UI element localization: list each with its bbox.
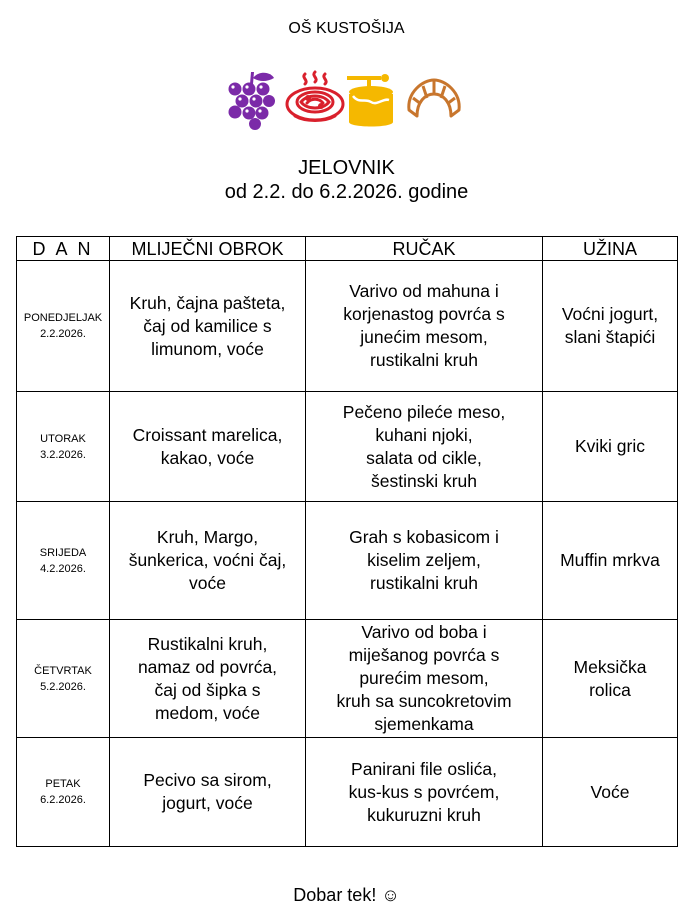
day-name: ČETVRTAK [34, 664, 92, 677]
croissant-icon [403, 70, 465, 130]
school-name: OŠ KUSTOŠIJA [288, 20, 405, 37]
day-date: 2.2.2026. [40, 328, 86, 340]
menu-title: JELOVNIK [298, 157, 395, 179]
breakfast-cell: Rustikalni kruh, namaz od povrća, čaj od šipka s medom, voće [110, 620, 306, 738]
snack-cell: Voće [543, 738, 678, 847]
day-date: 6.2.2026. [40, 794, 86, 806]
table-row [17, 261, 678, 392]
table-row [17, 502, 678, 620]
day-cell [17, 261, 110, 392]
food-icons [225, 70, 465, 130]
menu-period: od 2.2. do 6.2.2026. godine [224, 181, 469, 203]
snack-cell: Voćni jogurt, slani štapići [543, 261, 678, 392]
day-cell [17, 502, 110, 620]
table-row [17, 620, 678, 738]
day-name: UTORAK [40, 432, 86, 445]
spaghetti-bowl-icon [283, 70, 347, 130]
snack-cell: Muffin mrkva [543, 502, 678, 620]
breakfast-cell: Pecivo sa sirom, jogurt, voće [110, 738, 306, 847]
day-name: SRIJEDA [39, 546, 87, 559]
table-row [17, 392, 678, 502]
col-header-snack: UŽINA [543, 237, 678, 261]
honey-jar-icon [345, 70, 397, 130]
snack-cell: Meksička rolica [543, 620, 678, 738]
day-cell [17, 738, 110, 847]
lunch-cell: Varivo od boba i miješanog povrća s purećim mesom, kruh sa suncokretovim sjemenkama [306, 620, 543, 738]
day-date: 5.2.2026. [40, 680, 86, 693]
col-header-breakfast: MLIJEČNI OBROK [110, 237, 306, 261]
lunch-cell: Grah s kobasicom i kiselim zeljem, rustikalni kruh [306, 502, 543, 620]
col-header-lunch: RUČAK [306, 237, 543, 261]
day-name: PONEDJELJAK [23, 312, 103, 324]
breakfast-cell: Kruh, čajna pašteta, čaj od kamilice s limunom, voće [110, 261, 306, 392]
lunch-cell: Pečeno pileće meso, kuhani njoki, salata od cikle, šestinski kruh [306, 392, 543, 502]
page-title [0, 156, 693, 204]
footer-greeting: Dobar tek! ☺ [293, 885, 400, 905]
table-row [17, 738, 678, 847]
day-cell [17, 392, 110, 502]
table-header-row [17, 237, 678, 261]
day-date: 4.2.2026. [40, 562, 86, 575]
day-name: PETAK [45, 778, 81, 790]
breakfast-cell: Croissant marelica, kakao, voće [110, 392, 306, 502]
day-date: 3.2.2026. [40, 448, 86, 461]
breakfast-cell: Kruh, Margo, šunkerica, voćni čaj, voće [110, 502, 306, 620]
day-cell [17, 620, 110, 738]
col-header-day: D A N [17, 237, 110, 261]
lunch-cell: Varivo od mahuna i korjenastog povrća s junećim mesom, rustikalni kruh [306, 261, 543, 392]
lunch-cell: Panirani file oslića, kus-kus s povrćem, kukuruzni kruh [306, 738, 543, 847]
menu-table [16, 236, 678, 847]
grapes-icon [225, 70, 277, 130]
snack-cell: Kviki gric [543, 392, 678, 502]
